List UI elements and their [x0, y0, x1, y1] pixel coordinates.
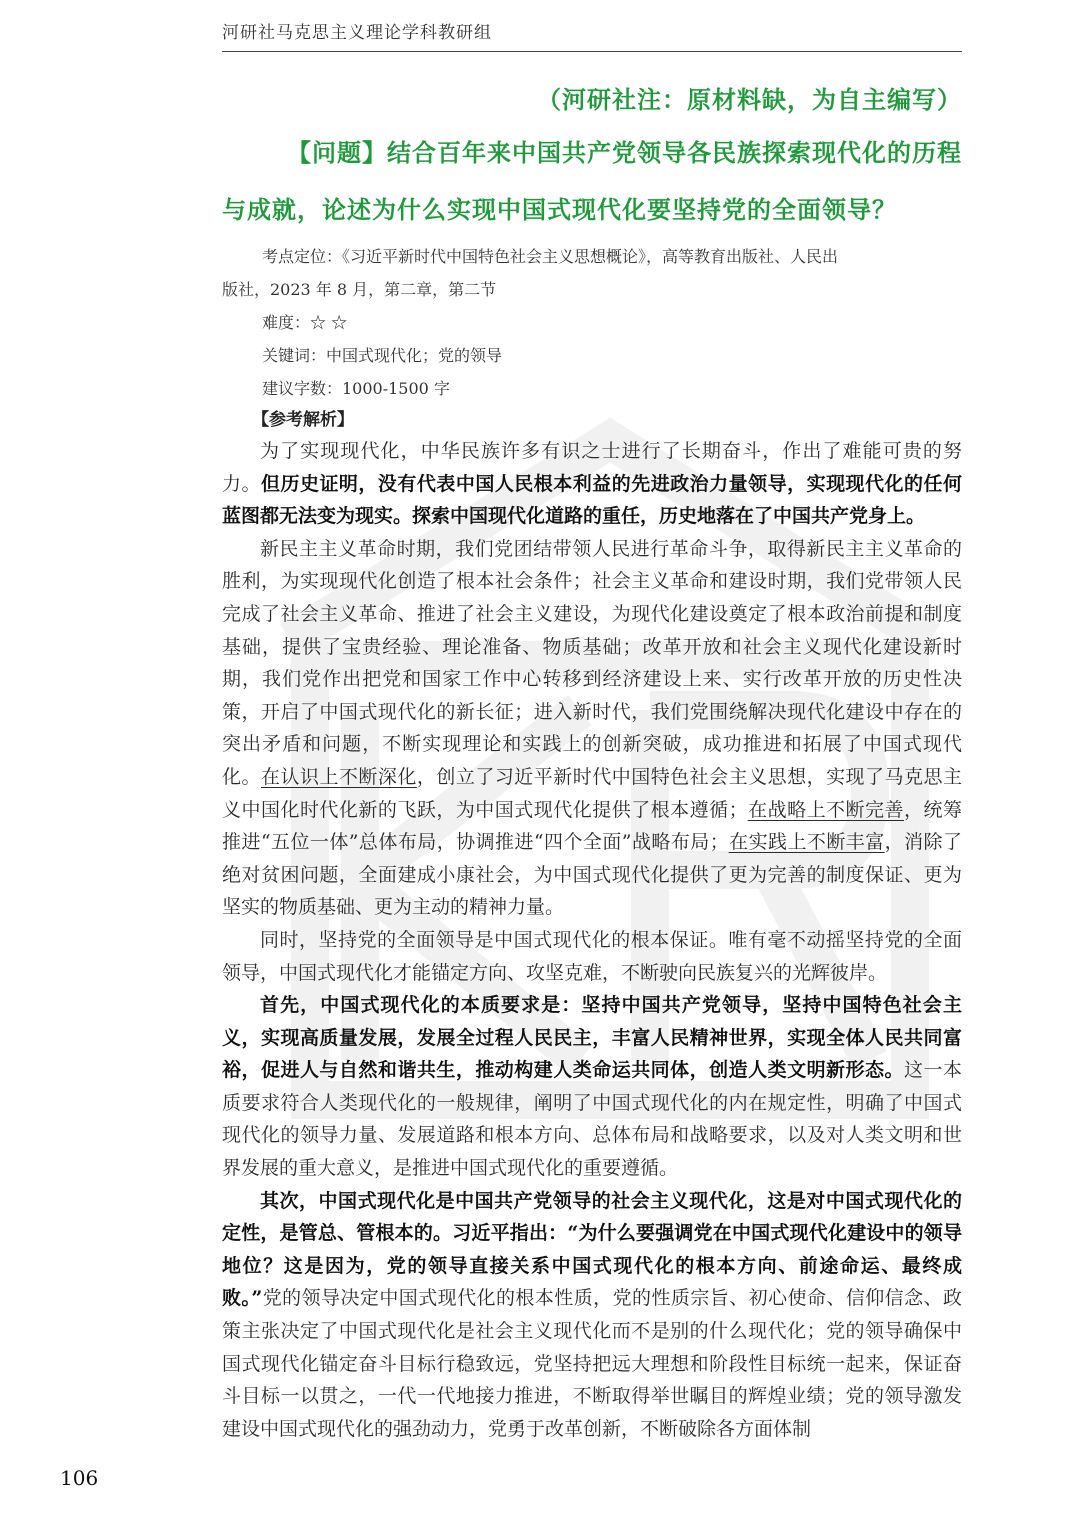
p2-text-a: 新民主主义革命时期，我们党团结带领人民进行革命斗争，取得新民主主义革命的胜利，为实现现代化创造了根本社会条件；社会主义革命和建设时期，我们党带领人民完成了社会主义革命、推进了社会主义建设，为现代化建设奠定了根本政治前提和制度基础，提供了宝贵经验、理论准备、物质基础；改革开放和社会主义现代化建设新时期，我们党作出把党和国家工作中心转移到经济建设上来、实行改革开放的历史性决策，开启了中国式现代化的新长征；进入新时代，我们党围绕解决现代化建设中存在的突出矛盾和问题，不断实现理论和实践上的创新突破，成功推进和拓展了中国式现代化。: [222, 537, 962, 788]
question-meta: [222, 240, 962, 405]
source-line-2: 版社，2023 年 8 月，第二章，第二节: [222, 280, 497, 299]
p5-bold: 其次，中国式现代化是中国共产党领导的社会主义现代化，这是对中国式现代化的定性，是管总、管根本的。习近平指出：“为什么要强调党在中国式现代化建设中的领导地位？这是因为，党的领导直接关系中国式现代化的根本方向、前途命运、最终成败。”: [222, 1189, 962, 1310]
page-number: 106: [60, 1466, 99, 1490]
source-line-1: 考点定位：《习近平新时代中国特色社会主义思想概论》，高等教育出版社、人民出: [262, 247, 839, 266]
p2-text-c: ，统筹推进“五位一体”总体布局，协调推进“四个全面”战略布局；: [222, 798, 962, 854]
reference-title: 【参考解析】: [252, 410, 354, 430]
p1-bold: 但历史证明，没有代表中国人民根本利益的先进政治力量领导，实现现代化的任何蓝图都无法变为现实。探索中国现代化道路的重任，历史地落在了中国共产党身上。: [222, 472, 962, 528]
p4-text: 这一本质要求符合人类现代化的一般规律，阐明了中国式现代化的内在规定性，明确了中国式现代化的领导力量、发展道路和根本方向、总体布局和战略要求，以及对人类文明和世界发展的重大意义，是推进中国式现代化的重要遵循。: [222, 1059, 962, 1180]
paragraph-4: [222, 989, 962, 1185]
p2-text-b: ，创立了习近平新时代中国特色社会主义思想，实现了马克思主义中国化时代化新的飞跃，为中国式现代化提供了根本遵循；: [222, 765, 962, 821]
editor-note: （河研社注：原材料缺，为自主编写）: [537, 85, 962, 114]
question-line-2: 与成就，论述为什么实现中国式现代化要坚持党的全面领导？: [222, 195, 897, 224]
p2-underline-2: 在战略上不断完善: [747, 798, 904, 821]
p1-text: 为了实现现代化，中华民族许多有识之士进行了长期奋斗，作出了难能可贵的努力。: [222, 440, 962, 495]
question-line-1: 【问题】结合百年来中国共产党领导各民族探索现代化的历程: [287, 138, 962, 167]
difficulty: 难度：☆ ☆: [262, 313, 348, 332]
running-header: 河研社马克思主义理论学科教研组: [222, 18, 962, 52]
keywords: 关键词：中国式现代化；党的领导: [262, 346, 503, 365]
p2-underline-1: 在认识上不断深化: [260, 765, 417, 788]
paragraph-5: [222, 1185, 962, 1446]
word-count: 建议字数：1000-1500 字: [262, 379, 450, 398]
p2-underline-3: 在实践上不断丰富: [728, 831, 885, 854]
p5-text: 党的领导决定中国式现代化的根本性质，党的性质宗旨、初心使命、信仰信念、政策主张决定了中国式现代化是社会主义现代化而不是别的什么现代化；党的领导确保中国式现代化锚定奋斗目标行稳致远，党坚持把远大理想和阶段性目标统一起来，保证奋斗目标一以贯之，一代一代地接力推进，不断取得举世瞩目的辉煌业绩；党的领导激发建设中国式现代化的强劲动力，党勇于改革创新，不断破除各方面体制: [222, 1287, 962, 1440]
paragraph-1: [222, 435, 962, 533]
p2-text-d: ，消除了绝对贫困问题，全面建成小康社会，为中国式现代化提供了更为完善的制度保证、更为坚实的物质基础、更为主动的精神力量。: [222, 831, 962, 919]
answer-body: [222, 435, 962, 1445]
paragraph-3: 同时，坚持党的全面领导是中国式现代化的根本保证。唯有毫不动摇坚持党的全面领导，中国式现代化才能锚定方向、攻坚克难，不断驶向民族复兴的光辉彼岸。: [222, 928, 962, 984]
p4-bold: 首先，中国式现代化的本质要求是：坚持中国共产党领导，坚持中国特色社会主义，实现高质量发展，发展全过程人民民主，丰富人民精神世界，实现全体人民共同富裕，促进人与自然和谐共生，推动构建人类命运共同体，创造人类文明新形态。: [222, 994, 962, 1082]
question-heading: [222, 124, 962, 238]
paragraph-2: [222, 533, 962, 924]
